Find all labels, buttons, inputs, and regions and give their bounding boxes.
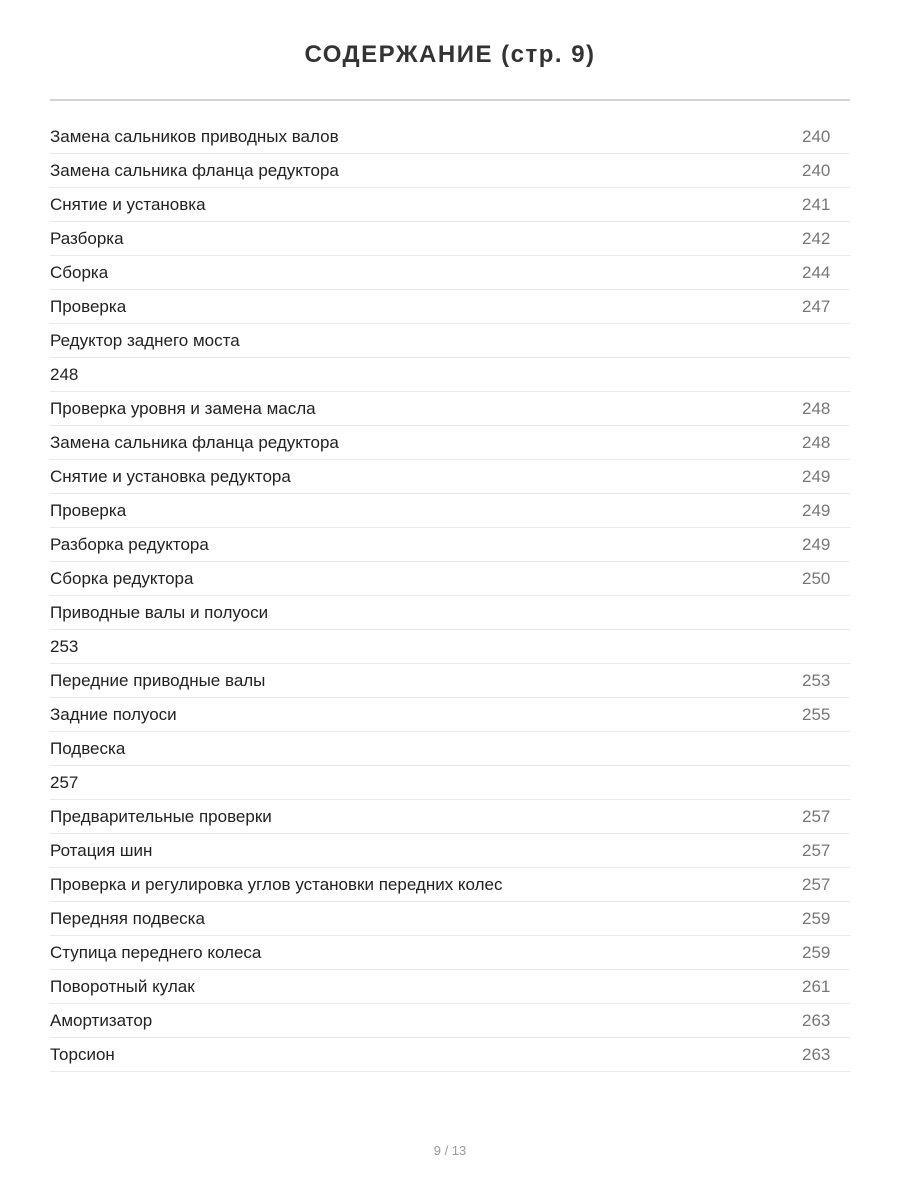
toc-row[interactable] xyxy=(50,460,850,494)
toc-list xyxy=(50,120,850,1072)
toc-entry-page: 241 xyxy=(802,195,831,214)
toc-row[interactable] xyxy=(50,494,850,528)
toc-entry-title: Разборка xyxy=(50,229,124,248)
toc-row[interactable] xyxy=(50,970,850,1004)
toc-row[interactable] xyxy=(50,324,850,358)
toc-entry-title: Проверка уровня и замена масла xyxy=(50,399,316,418)
toc-entry-page: 242 xyxy=(802,229,831,248)
toc-row[interactable] xyxy=(50,290,850,324)
toc-entry-title: Приводные валы и полуоси xyxy=(50,603,269,622)
toc-entry-title: Снятие и установка xyxy=(50,195,206,214)
toc-entry-page: 253 xyxy=(802,671,831,690)
toc-row[interactable] xyxy=(50,256,850,290)
toc-row[interactable] xyxy=(50,630,850,664)
page-indicator: 9 / 13 xyxy=(433,1143,467,1158)
toc-entry-page: 244 xyxy=(802,263,831,282)
toc-entry-page: 250 xyxy=(802,569,831,588)
toc-entry-page: 257 xyxy=(802,807,831,826)
toc-entry-title: Замена сальников приводных валов xyxy=(50,127,339,146)
toc-row[interactable] xyxy=(50,902,850,936)
toc-row[interactable] xyxy=(50,1004,850,1038)
toc-entry-title: Ступица переднего колеса xyxy=(50,943,262,962)
toc-row[interactable] xyxy=(50,664,850,698)
toc-row[interactable] xyxy=(50,222,850,256)
toc-row[interactable] xyxy=(50,528,850,562)
toc-entry-title: Редуктор заднего моста xyxy=(50,331,240,350)
toc-entry-title: Подвеска xyxy=(50,739,126,758)
toc-entry-page: 263 xyxy=(802,1045,831,1064)
toc-entry-title: Передняя подвеска xyxy=(50,909,205,928)
toc-entry-page: 247 xyxy=(802,297,831,316)
toc-row[interactable] xyxy=(50,358,850,392)
toc-entry-page: 255 xyxy=(802,705,831,724)
toc-entry-title: Предварительные проверки xyxy=(50,807,272,826)
toc-entry-page: 259 xyxy=(802,909,831,928)
toc-entry-title: Сборка редуктора xyxy=(50,569,194,588)
toc-row[interactable] xyxy=(50,936,850,970)
toc-entry-title: Разборка редуктора xyxy=(50,535,209,554)
toc-entry-page: 249 xyxy=(802,467,831,486)
toc-row[interactable] xyxy=(50,120,850,154)
toc-row[interactable] xyxy=(50,1038,850,1072)
title-divider xyxy=(50,99,850,101)
toc-entry-title: Амортизатор xyxy=(50,1011,153,1030)
toc-entry-page: 261 xyxy=(802,977,831,996)
toc-entry-title: Проверка xyxy=(50,297,127,316)
toc-row[interactable] xyxy=(50,698,850,732)
toc-row[interactable] xyxy=(50,562,850,596)
page-title: СОДЕРЖАНИЕ (стр. 9) xyxy=(304,41,596,68)
toc-entry-title: Передние приводные валы xyxy=(50,671,266,690)
toc-entry-title: Торсион xyxy=(50,1045,115,1064)
toc-entry-page: 257 xyxy=(802,875,831,894)
toc-entry-page: 248 xyxy=(802,433,831,452)
toc-entry-page: 257 xyxy=(802,841,831,860)
toc-row[interactable] xyxy=(50,426,850,460)
toc-row[interactable] xyxy=(50,154,850,188)
toc-entry-title: Сборка xyxy=(50,263,109,282)
toc-row[interactable] xyxy=(50,868,850,902)
toc-entry-title: 253 xyxy=(50,637,79,656)
toc-entry-title: Проверка и регулировка углов установки передних колес xyxy=(50,875,503,894)
toc-entry-title: Снятие и установка редуктора xyxy=(50,467,291,486)
toc-entry-page: 259 xyxy=(802,943,831,962)
toc-entry-page: 263 xyxy=(802,1011,831,1030)
toc-entry-title: 248 xyxy=(50,365,79,384)
toc-entry-page: 240 xyxy=(802,161,831,180)
toc-entry-page: 249 xyxy=(802,501,831,520)
toc-entry-title: Замена сальника фланца редуктора xyxy=(50,433,339,452)
toc-row[interactable] xyxy=(50,596,850,630)
toc-row[interactable] xyxy=(50,188,850,222)
toc-entry-title: Замена сальника фланца редуктора xyxy=(50,161,339,180)
toc-row[interactable] xyxy=(50,392,850,426)
toc-entry-title: Поворотный кулак xyxy=(50,977,195,996)
toc-entry-title: Задние полуоси xyxy=(50,705,177,724)
toc-entry-title: Ротация шин xyxy=(50,841,153,860)
toc-row[interactable] xyxy=(50,732,850,766)
toc-entry-title: 257 xyxy=(50,773,79,792)
toc-row[interactable] xyxy=(50,834,850,868)
toc-entry-page: 249 xyxy=(802,535,831,554)
toc-entry-page: 248 xyxy=(802,399,831,418)
toc-entry-page: 240 xyxy=(802,127,831,146)
toc-row[interactable] xyxy=(50,800,850,834)
toc-row[interactable] xyxy=(50,766,850,800)
toc-entry-title: Проверка xyxy=(50,501,127,520)
